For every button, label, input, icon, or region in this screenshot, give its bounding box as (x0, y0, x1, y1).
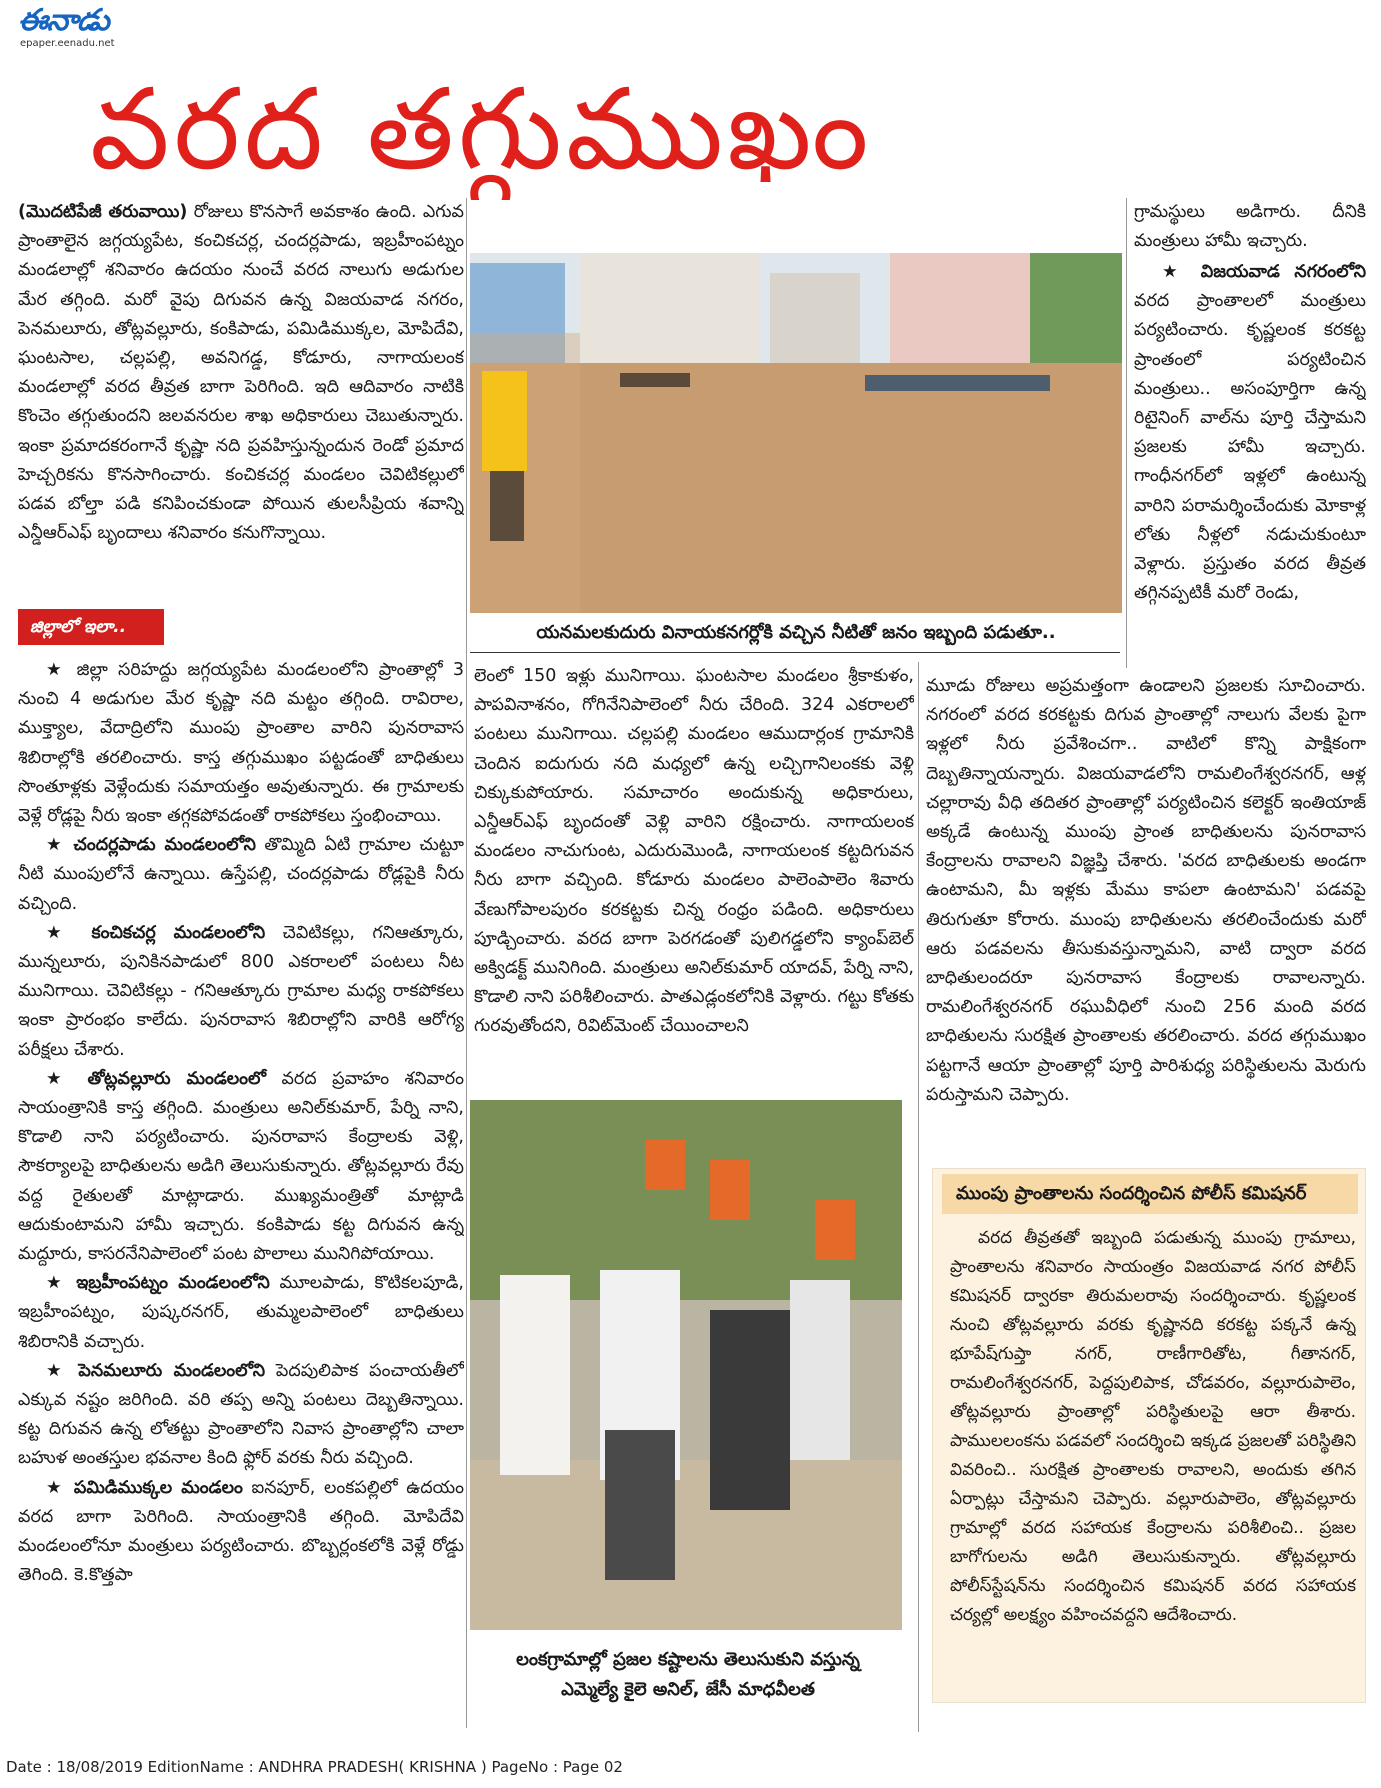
caption-rule (470, 652, 1120, 653)
commissioner-text: వరద తీవ్రతతో ఇబ్బంది పడుతున్న ముంపు గ్రామాలు, ప్రాంతాలను శనివారం సాయంత్రం విజయవాడ నగర పోలీస్ కమిషనర్ ద్వారకా తిరుమలరావు సందర్శించారు. కృష్ణలంక నుంచి తోట్లవల్లూరు వరకు కృష్ణానది కరకట్ట పక్కనే ఉన్న భూపేష్‌గుప్తా నగర్, రాణీగారితోట, గీతానగర్, రామలింగేశ్వరనగర్, పెద్దపులిపాక, చోడవరం, వల్లూరుపాలెం, తోట్లవల్లూరు ప్రాంతాల్లో పరిస్థితులపై ఆరా తీశారు. పాములలంకను పడవలో సందర్శించి ఇక్కడ ప్రజలతో పరిస్థితిని వివరించి.. సురక్షిత ప్రాంతాలకు రావాలని, అందుకు తగిన ఏర్పాట్లు చేస్తామని చెప్పారు. వల్లూరుపాలెం, తోట్లవల్లూరు గ్రామాల్లో వరద సహాయక కేంద్రాలను పరిశీలించి.. ప్రజల బాగోగులను అడిగి తెలుసుకున్నారు. తోట్లవల్లూరు పోలీస్‌స్టేషన్‌ను సందర్శించిన కమిషనర్ వరద సహాయక చర్యల్లో అలక్ష్యం వహించవద్దని ఆదేశించారు. (950, 1228, 1356, 1625)
vijayawada-lead: ★ విజయవాడ నగరంలోని (1162, 262, 1366, 282)
epaper-site-label: epaper.eenadu.net (20, 38, 115, 49)
vijayawada-text: వరద ప్రాంతాలలో మంత్రులు పర్యటించారు. కృష్ణలంక కరకట్ట ప్రాంతంలో పర్యటించిన మంత్రులు.. అసంపూర్తిగా ఉన్న రిటైనింగ్ వాల్‌ను పూర్తి చేస్తామని ప్రజలకు హామీ ఇచ్చారు. గాంధీనగర్‌లో ఇళ్లలో ఉంటున్న వారిని పరామర్శించేందుకు మోకాళ్ల లోతు నీళ్లలో నడుచుకుంటూ వెళ్లారు. ప్రస్తుతం వరద తీవ్రత తగ్గినప్పటికీ మరో రెండు, (1134, 291, 1366, 604)
column-divider-2 (918, 662, 919, 1732)
flood-street-photo (470, 253, 1122, 613)
newspaper-logo: ఈనాడు (18, 3, 109, 38)
column-3-top (1134, 198, 1366, 258)
photo-2-caption: లంకగ్రామాల్లో ప్రజల కష్టాలను తెలుసుకుని వస్తున్న ఎమ్మెల్యే కైలె అనిల్, జేసీ మాధవీలత (516, 1649, 860, 1700)
column-divider-1 (466, 198, 467, 1728)
officials-walking-photo (470, 1100, 902, 1630)
district-para-5: ★ ఇబ్రహీంపట్నం మండలంలోని మూలపాడు, కొటికలపూడి, ఇబ్రహీంపట్నం, పుష్కరనగర్, తుమ్మలపాలెంలో బాధితులు శిబిరానికి వచ్చారు. (18, 1273, 464, 1352)
column-1-intro (18, 198, 464, 598)
column-divider-3 (1126, 198, 1127, 668)
photo-1-caption: యనమలకుదురు వినాయకనగర్లోకి వచ్చిన నీటితో జనం ఇబ్బంది పడుతూ.. (536, 622, 1056, 643)
commissioner-box-body (950, 1224, 1356, 1696)
intro-text: రోజులు కొనసాగే అవకాశం ఉంది. ఎగువ ప్రాంతాలైన జగ్గయ్యపేట, కంచికచర్ల, చందర్లపాడు, ఇబ్రహీంపట్నం మండలాల్లో శనివారం ఉదయం నుంచే వరద నాలుగు అడుగుల మేర తగ్గింది. మరో వైపు దిగువన ఉన్న విజయవాడ నగరం, పెనమలూరు, తోట్లవల్లూరు, కంకిపాడు, పమిడిముక్కల, మోపిదేవి, ఘంటసాల, చల్లపల్లి, అవనిగడ్డ, కోడూరు, నాగాయలంక మండలాల్లో వరద తీవ్రత బాగా పెరిగింది. ఇది ఆదివారం నాటికి కొంచెం తగ్గుతుందని జలవనరుల శాఖ అధికారులు చెబుతున్నారు. ఇంకా ప్రమాదకరంగానే కృష్ణా నది ప్రవహిస్తున్నందున రెండో ప్రమాద హెచ్చరికను కొనసాగించారు. కంచికచర్ల మండలం చెవిటికల్లులో పడవ బోల్తా పడి కనిపించకుండా పోయిన తులసీప్రియ శవాన్ని ఎన్డీఆర్‌ఎఫ్ బృందాలు శనివారం కనుగొన్నాయి. (18, 202, 464, 544)
main-headline: వరద తగ్గుముఖం (90, 65, 873, 195)
district-para-3: ★ కంచికచర్ల మండలంలోని చెవిటికల్లు, గనిఆత్కూరు, మున్నలూరు, పునికినపాడులో 800 ఎకరాలలో పంటలు నీట మునిగాయి. చెవిటికల్లు - గనిఆత్కూరు గ్రామాల మధ్య రాకపోకలు ఇంకా ప్రారంభం కాలేదు. పునరావాస శిబిరాల్లోని వారికి ఆరోగ్య పరీక్షలు చేశారు. (18, 922, 464, 1060)
district-para-2: ★ చందర్లపాడు మండలంలోని తొమ్మిది ఏటి గ్రామాల చుట్టూ నీటి ముంపులోనే ఉన్నాయి. ఉస్తేపల్లి, చందర్లపాడు రోడ్లపైకి నీరు వచ్చింది. (18, 835, 464, 914)
column-3-narrow (1134, 258, 1366, 672)
section-tag: జిల్లాలో ఇలా.. (18, 609, 164, 645)
column-1-body (18, 656, 464, 1726)
edition-footer: Date : 18/08/2019 EditionName : ANDHRA PRADESH( KRISHNA ) PageNo : Page 02 (6, 1758, 623, 1776)
district-para-7: ★ పమిడిముక్కల మండలం ఐనపూర్, లంకపల్లిలో ఉదయం వరద బాగా పెరిగింది. సాయంత్రానికి తగ్గింది. మోపిదేవి మండలంలోనూ మంత్రులు పర్యటించారు. బొబ్బర్లంకలోకి వెళ్లే రోడ్డు తెగింది. కె.కొత్తపా (18, 1477, 464, 1586)
district-para-1: ★ జిల్లా సరిహద్దు జగ్గయ్యపేట మండలంలోని ప్రాంతాల్లో 3 నుంచి 4 అడుగుల మేర కృష్ణా నది మట్టం తగ్గింది. రావిరాల, ముక్త్యాల, వేదాద్రిలోని ముంపు ప్రాంతాల వారిని పునరావాస శిబిరాల్లోకి తరలించారు. కాస్త తగ్గుముఖం పట్టడంతో బాధితులు సొంతూళ్లకు వెళ్లేందుకు సమాయత్తం అవుతున్నారు. ఈ గ్రామాలకు వెళ్లే రోడ్లపై నీరు ఇంకా తగ్గకపోవడంతో రాకపోకలు స్తంభించాయి. (18, 660, 464, 827)
district-para-4: ★ తోట్లవల్లూరు మండలంలో వరద ప్రవాహం శనివారం సాయంత్రానికి కాస్త తగ్గింది. మంత్రులు అనిల్‌కుమార్, పేర్ని నాని, కొడాలి నాని పర్యటించారు. పునరావాస కేంద్రాలకు వెళ్లి, సౌకర్యాలపై బాధితులను అడిగి తెలుసుకున్నారు. తోట్లవల్లూరు రేవు వద్ద రైతులతో మాట్లాడారు. ముఖ్యమంత్రితో మాట్లాడి ఆదుకుంటామని హామీ ఇచ్చారు. కంకిపాడు కట్ట దిగువన ఉన్న మద్దూరు, కాసరనేనిపాలెంలో పంట పొలాలు మునిగిపోయాయి. (18, 1068, 464, 1265)
column-3-wide-text: మూడు రోజులు అప్రమత్తంగా ఉండాలని ప్రజలకు సూచించారు. నగరంలో వరద కరకట్టకు దిగువ ప్రాంతాల్లో నాలుగు వేలకు పైగా ఇళ్లలో నీరు ప్రవేశించగా.. వాటిలో కొన్ని పాక్షికంగా దెబ్బతిన్నాయన్నారు. విజయవాడలోని రామలింగేశ్వరనగర్, ఆళ్ల చల్లారావు వీధి తదితర ప్రాంతాల్లో పర్యటించిన కలెక్టర్ ఇంతియాజ్ అక్కడే ఉంటున్న ముంపు ప్రాంత బాధితులను పునరావాస కేంద్రాలను రావాలని విజ్ఞప్తి చేశారు. 'వరద బాధితులకు అండగా ఉంటామని, మీ ఇళ్లకు మేము కాపలా ఉంటామని' పడవపై తిరుగుతూ కోరారు. ముంపు బాధితులను తరలించేందుకు మరో ఆరు పడవలను తీసుకువస్తున్నామని, వాటి ద్వారా వరద బాధితులందరూ పునరావాస కేంద్రాలకు రావాలన్నారు. రామలింగేశ్వరనగర్ రఘువీధిలో నుంచి 256 మంది వరద బాధితులను సురక్షిత ప్రాంతాలకు తరలించారు. వరద తగ్గుముఖం పట్టగానే ఆయా ప్రాంతాల్లో పూర్తి పారిశుధ్య పరిస్థితులను మెరుగు పరుస్తామని చెప్పారు. (926, 676, 1366, 1105)
column-3-wide (926, 672, 1366, 1154)
district-para-6: ★ పెనమలూరు మండలంలోని పెదపులిపాక పంచాయతీలో ఎక్కువ నష్టం జరిగింది. వరి తప్ప అన్ని పంటలు దెబ్బతిన్నాయి. కట్ట దిగువన ఉన్న లోతట్టు ప్రాంతాలోని నివాస ప్రాంతాల్లోని చాలా బహుళ అంతస్తుల భవనాల కింది ఫ్లోర్ వరకు నీరు వచ్చింది. (18, 1360, 464, 1469)
column-2-text: లెంలో 150 ఇళ్లు మునిగాయి. ఘంటసాల మండలం శ్రీకాకుళం, పాపవినాశనం, గోగినేనిపాలెంలో నీరు చేరింది. 324 ఎకరాలలో పంటలు మునిగాయి. చల్లపల్లి మండలం ఆముదార్లంక గ్రామానికి చెందిన ఐదుగురు నది మధ్యలో ఉన్న లచ్చిగానిలంకకు వెళ్లి చిక్కుకుపోయారు. సమాచారం అందుకున్న అధికారులు, ఎన్డీఆర్‌ఎఫ్ బృందంతో వెళ్లి వారిని రక్షించారు. నాగాయలంక మండలం నాచుగుంట, ఎదురుమొండి, నాగాయలంక కట్టదిగువన నీరు బాగా వచ్చింది. కోడూరు మండలం పాలెంపాలెం శివారు వేణుగోపాలపురం కరకట్టకు చిన్న రంధ్రం పడింది. అధికారులు పూడ్చించారు. వరద బాగా పెరగడంతో పులిగడ్డలోని క్యాంప్‌బెల్ అక్విడక్ట్ మునిగింది. మంత్రులు అనిల్‌కుమార్ యాదవ్, పేర్ని నాని, కొడాలి నాని పరిశీలించారు. పాతఎడ్లంకలోనికి వెళ్లారు. గట్టు కోతకు గురవుతోందని, రివిట్‌మెంట్ చేయించాలని (474, 666, 914, 1037)
commissioner-box-title: ముంపు ప్రాంతాలను సందర్శించిన పోలీస్ కమిషనర్ (942, 1174, 1358, 1214)
intro-lead: (మొదటిపేజీ తరువాయి) (18, 202, 188, 222)
column-2-body (474, 662, 914, 1082)
column-3-top-text: గ్రామస్థులు అడిగారు. దీనికి మంత్రులు హామీ ఇచ్చారు. (1134, 202, 1366, 252)
